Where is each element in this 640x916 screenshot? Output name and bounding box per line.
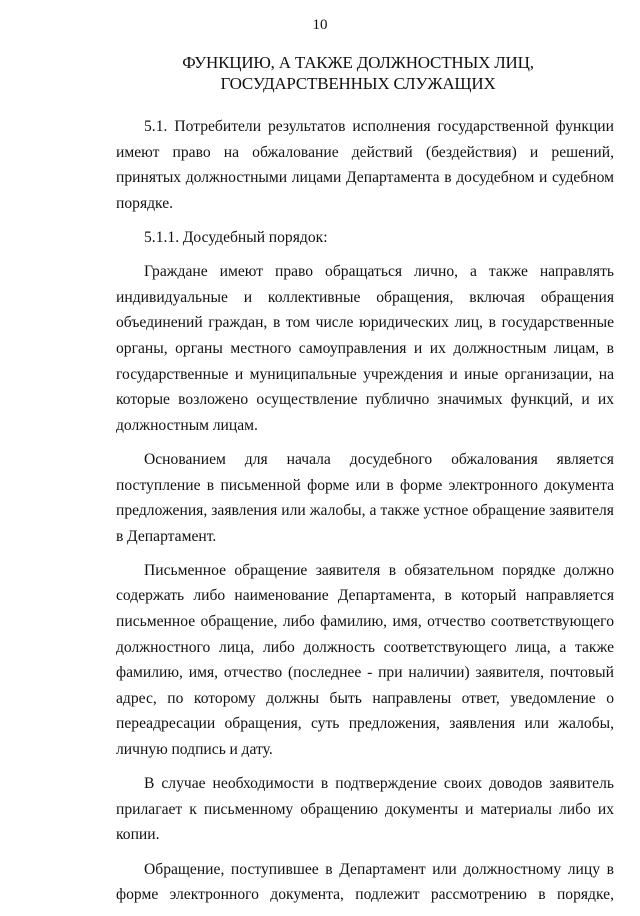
- paragraph-supporting-documents: В случае необходимости в подтверждение своих доводов заявитель прилагает к письменному обращению документы и материалы либо их копии.: [116, 775, 614, 844]
- paragraph-5-1-1: 5.1.1. Досудебный порядок:: [144, 228, 328, 246]
- document-body: [116, 114, 614, 916]
- paragraph-grounds: Основанием для начала досудебного обжалования является поступление в письменной форме или в форме электронного документа предложения, заявления или жалобы, а также устное обращение заявителя в Департамент.: [116, 450, 614, 545]
- paragraph-written-appeal: Письменное обращение заявителя в обязательном порядке должно содержать либо наименование Департамента, в который направляется письменное обращение, либо фамилию, имя, отчество соответствующего должностного лица, либо должность соответствующего лица, а также фамилию, имя, отчество (последнее - при наличии) заявителя, почтовый адрес, по которому должны быть направлены ответ, уведомление о переадресации обращения, суть предложения, заявления или жалобы, личную подпись и дату.: [116, 561, 614, 759]
- paragraph-citizens-rights: Граждане имеют право обращаться лично, а также направлять индивидуальные и коллективные обращения, включая обращения объединений граждан, в том числе юридических лиц, в государственные органы, органы местного самоуправления и их должностным лицам, в государственные и муниципальные учреждения и иные организации, на которые возложено осуществление публично значимых функций, и их должностным лицам.: [116, 263, 614, 434]
- paragraph-electronic-appeal: Обращение, поступившее в Департамент или должностному лицу в форме электронного документа, подлежит рассмотрению в порядке,: [116, 860, 614, 904]
- page-number: 10: [312, 17, 328, 33]
- paragraph-5-1: 5.1. Потребители результатов исполнения государственной функции имеют право на обжалование действий (бездействия) и решений, принятых должностными лицами Департамента в досудебном и судебном порядке.: [116, 118, 614, 212]
- section-heading: ФУНКЦИЮ, А ТАКЖЕ ДОЛЖНОСТНЫХ ЛИЦ, ГОСУДАРСТВЕННЫХ СЛУЖАЩИХ: [182, 53, 534, 93]
